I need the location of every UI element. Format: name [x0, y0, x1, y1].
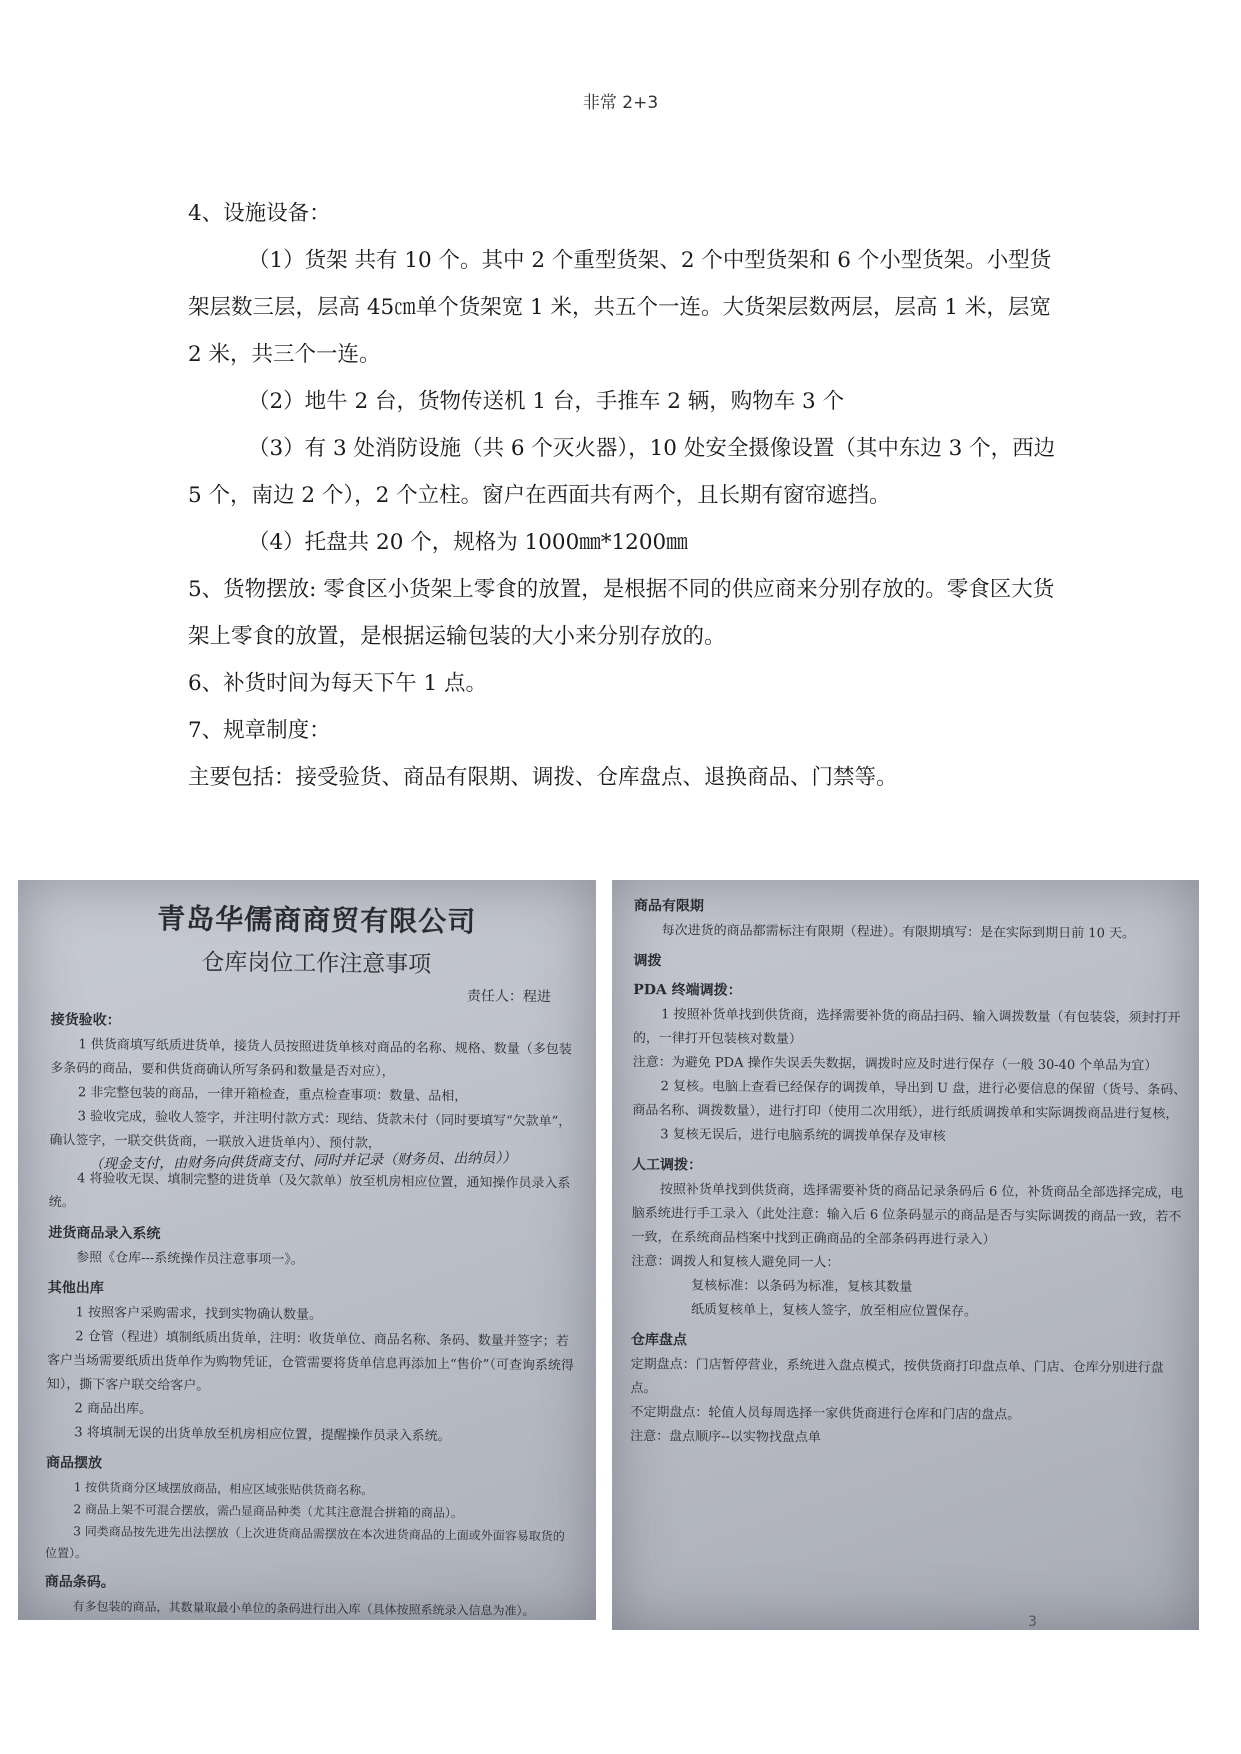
- receiving-item-4: 4 将验收无误、填制完整的进货单（及欠款单）放至机房相应位置，通知操作员录入系统。: [48, 1171, 571, 1211]
- page-header: 非常 2+3: [582, 93, 659, 113]
- equipment-paragraph: （2）地牛 2 台，货物传送机 1 台，手推车 2 辆，购物车 3 个: [248, 389, 845, 414]
- outbound-item-1: 1 按照客户采购需求，找到实物确认数量。: [75, 1305, 323, 1323]
- barcode-item: 有多包装的商品，其数量取最小单位的条码进行出入库（具体按照系统录入信息为准）。: [72, 1599, 535, 1619]
- stocktake-note: 注意：盘点顺序--以实物找盘点单: [630, 1428, 822, 1446]
- stocktake-heading: 仓库盘点: [630, 1331, 687, 1349]
- review-standard: 复核标准：以条码为标准，复核其数量: [691, 1278, 913, 1295]
- outbound-item-2: 2 仓管（程进）填制纸质出货单，注明：收货单位、商品名称、条码、数量并签字；若客户当场需要纸质出货单作为购物凭证，仓管需要将货单信息再添加上“售价”（可查询系统得知），撕下客户联交给客户。: [46, 1329, 574, 1394]
- expiry-heading: 商品有限期: [633, 897, 704, 915]
- photo-warehouse-notice-page1: [18, 880, 596, 1620]
- entry-heading: 进货商品录入系统: [48, 1224, 161, 1243]
- receiving-item-2: 2 非完整包装的商品，一律开箱检查，重点检查事项：数量、品相，: [77, 1085, 468, 1105]
- receiving-heading: 接货验收：: [50, 1011, 121, 1029]
- notice-subtitle: 仓库岗位工作注意事项: [201, 949, 432, 978]
- notice-company-title: 青岛华儒商商贸有限公司: [157, 902, 477, 939]
- restock-time-paragraph: 6、补货时间为每天下午 1 点。: [188, 671, 488, 696]
- pda-transfer-heading: PDA 终端调拨：: [633, 981, 742, 999]
- receiving-item-3: 3 验收完成，验收人签字，并注明付款方式：现结、货款未付（同时要填写“欠款单”，确认签字，一联交供货商，一联放入进货单内）、预付款，: [49, 1109, 572, 1152]
- handwritten-note: （现金支付，由财务向供货商支付、同时并记录（财务员、出纳员））: [89, 1150, 517, 1173]
- stocktake-regular: 定期盘点：门店暂停营业，系统进入盘点模式，按供货商打印盘点单、门店、仓库分别进行盘点。: [630, 1356, 1164, 1397]
- receiving-item-1: 1 供货商填写纸质进货单，接货人员按照进货单核对商品的名称、规格、数量（多包装多条码的商品，要和供货商确认所写条码和数量是否对应），: [50, 1037, 572, 1080]
- page-number: 3: [1028, 1614, 1037, 1630]
- pda-item-3: 3 复核无误后，进行电脑系统的调拨单保存及审核: [660, 1127, 946, 1145]
- pda-note: 注意：为避免 PDA 操作失误丢失数据，调拨时应及时进行保存（一般 30-40 个单品为宜）: [632, 1054, 1158, 1074]
- transfer-heading: 调拨: [633, 952, 662, 970]
- manual-item: 按照补货单找到供货商，选择需要补货的商品记录条码后 6 位，补货商品全部选择完成，电脑系统进行手工录入（此处注意：输入后 6 位条码显示的商品是否与实际调拨的商品一致，若不一致，在系统商品档案中找到正确商品的全部条码再进行录入）: [631, 1182, 1184, 1248]
- shelves-paragraph: （1）货架 共有 10 个。其中 2 个重型货架、2 个中型货架和 6 个小型货架。小型货架层数三层，层高 45㎝单个货架宽 1 米，共五个一连。大货架层数两层，层高 1 米，层宽 2 米，共三个一连。: [188, 248, 1052, 367]
- placement-item-2: 2 商品上架不可混合摆放，需凸显商品种类（尤其注意混合拼箱的商品）。: [73, 1502, 464, 1521]
- notice-responsible: 责任人：程进: [466, 988, 552, 1006]
- fire-safety-paragraph: （3）有 3 处消防设施（共 6 个灭火器），10 处安全摄像设置（其中东边 3 个，西边 5 个，南边 2 个），2 个立柱。窗户在西面共有两个，且长期有窗帘遮挡。: [188, 436, 1056, 508]
- outbound-item-4: 3 将填制无误的出货单放至机房相应位置，提醒操作员录入系统。: [74, 1425, 451, 1445]
- barcode-heading: 商品条码。: [44, 1573, 115, 1591]
- rules-heading: 7、规章制度：: [188, 718, 331, 743]
- pda-item-1: 1 按照补货单找到供货商，选择需要补货的商品扫码、输入调拨数量（有包装袋，须封打开的，一律打开包装核对数量）: [632, 1007, 1181, 1048]
- placement-item-1: 1 按供货商分区域摆放商品，相应区域张贴供货商名称。: [73, 1480, 374, 1498]
- placement-heading: 商品摆放: [45, 1454, 103, 1472]
- manual-note: 注意：调拨人和复核人避免同一人：: [631, 1253, 840, 1271]
- manual-transfer-heading: 人工调拨：: [632, 1156, 703, 1174]
- other-outbound-heading: 其他出库: [47, 1279, 104, 1297]
- section-facilities-heading: 4、设施设备：: [188, 201, 331, 226]
- review-sign: 纸质复核单上，复核人签字，放至相应位置保存。: [691, 1302, 978, 1320]
- stocktake-irregular: 不定期盘点：轮值人员每周选择一家供货商进行仓库和门店的盘点。: [630, 1404, 1021, 1423]
- rules-paragraph: 主要包括：接受验货、商品有限期、调拨、仓库盘点、退换商品、门禁等。: [188, 765, 898, 790]
- body-text: [188, 190, 1068, 801]
- outbound-item-3: 2 商品出库。: [74, 1401, 153, 1418]
- expiry-item: 每次进货的商品都需标注有限期（程进）。有限期填写：是在实际到期日前 10 天。: [661, 923, 1136, 942]
- pallets-paragraph: （4）托盘共 20 个，规格为 1000㎜*1200㎜: [248, 530, 688, 555]
- goods-placement-paragraph: 5、货物摆放: 零食区小货架上零食的放置，是根据不同的供应商来分别存放的。零食区大货架上零食的放置，是根据运输包装的大小来分别存放的。: [188, 577, 1055, 649]
- entry-item: 参照《仓库---系统操作员注意事项一》。: [76, 1250, 304, 1268]
- placement-item-3: 3 同类商品按先进先出法摆放（上次进货商品需摆放在本次进货商品的上面或外面容易取货的位置）。: [45, 1524, 565, 1561]
- pda-item-2: 2 复核。电脑上查看已经保存的调拨单，导出到 U 盘，进行必要信息的保留（货号、条码、商品名称、调拨数量），进行打印（使用二次用纸），进行纸质调拨单和实际调拨商品进行复核，: [632, 1079, 1187, 1122]
- photo-warehouse-notice-page2: [612, 880, 1199, 1630]
